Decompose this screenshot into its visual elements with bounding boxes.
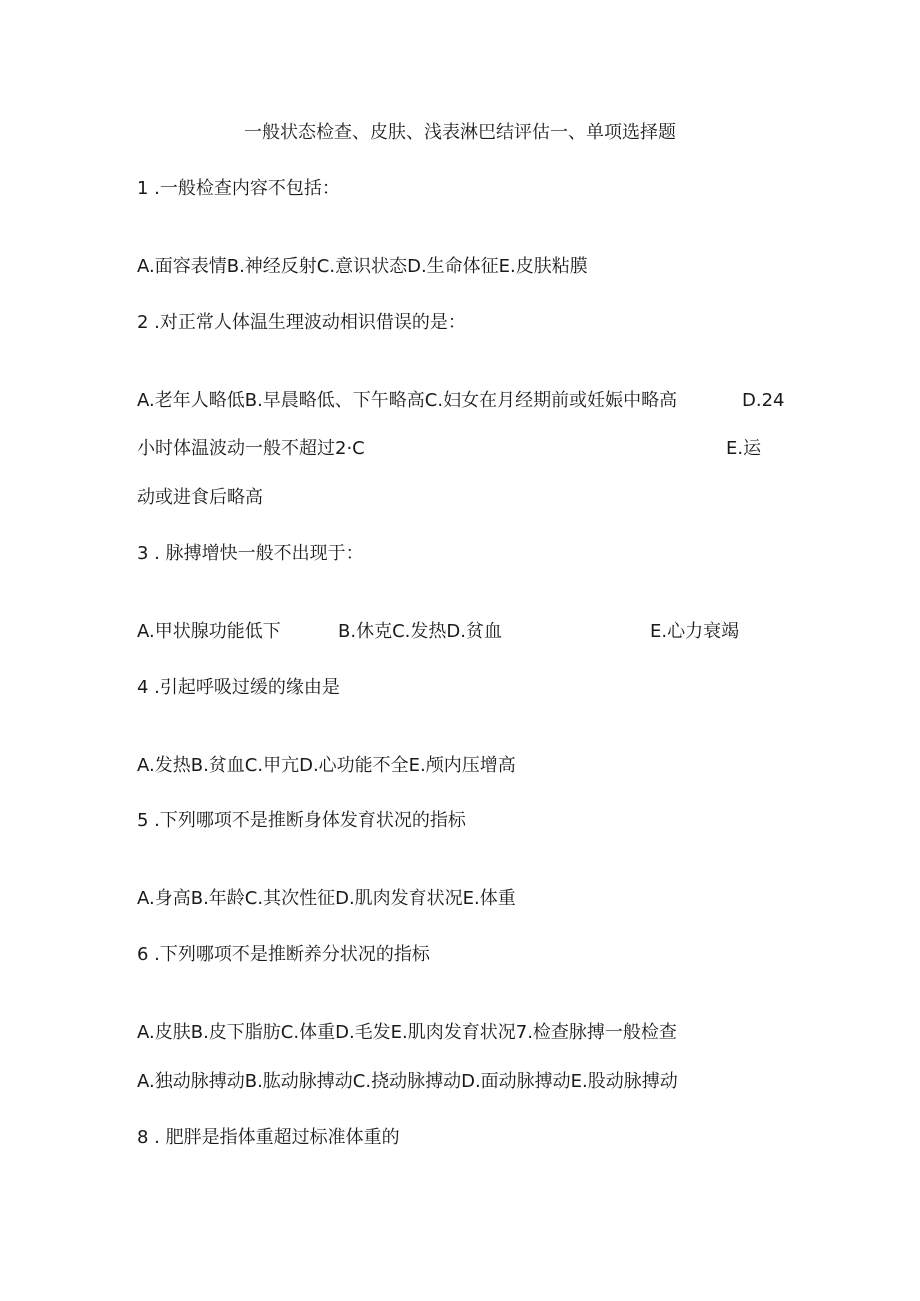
options-1: A.面容表情B.神经反射C.意识状态D.生命体征E.皮肤粘膜 [137,256,588,277]
options-2-e-label: E.运 [726,438,762,459]
question-3: 3 . 脉搏增快一般不出现于： [137,543,364,564]
options-6-and-question-7: A.皮肤B.皮下脂肪C.体重D.毛发E.肌肉发育状况7.检查脉搏一般检查 [137,1022,677,1043]
options-2-line-1: A.老年人略低B.早晨略低、下午略高C.妇女在月经期前或妊娠中略高 [137,390,678,411]
question-2: 2 .对正常人体温生理波动相识借误的是： [137,312,466,333]
options-4: A.发热B.贫血C.甲亢D.心功能不全E.颅内压增高 [137,755,516,776]
options-3-e: E.心力衰竭 [650,621,740,642]
question-4: 4 .引起呼吸过缓的缘由是 [137,677,340,698]
options-3-a: A.甲状腺功能低下 [137,621,281,642]
options-3-bcd: B.休克C.发热D.贫血 [338,621,502,642]
question-8: 8 . 肥胖是指体重超过标准体重的 [137,1127,400,1148]
options-5: A.身高B.年龄C.其次性征D.肌肉发育状况E.体重 [137,888,516,909]
page-title: 一般状态检查、皮肤、浅表淋巴结评估一、单项选择题 [244,122,676,143]
question-5: 5 .下列哪项不是推断身体发育状况的指标 [137,810,466,831]
options-7: A.独动脉搏动B.肱动脉搏动C.挠动脉搏动D.面动脉搏动E.股动脉搏动 [137,1071,678,1092]
question-1: 1 .一般检查内容不包括： [137,178,340,199]
options-2-d-label: D.24 [742,390,785,411]
options-2-line-3: 动或进食后略高 [137,487,263,508]
question-6: 6 .下列哪项不是推断养分状况的指标 [137,944,430,965]
options-2-line-2: 小时体温波动一般不超过2·C [137,438,365,459]
